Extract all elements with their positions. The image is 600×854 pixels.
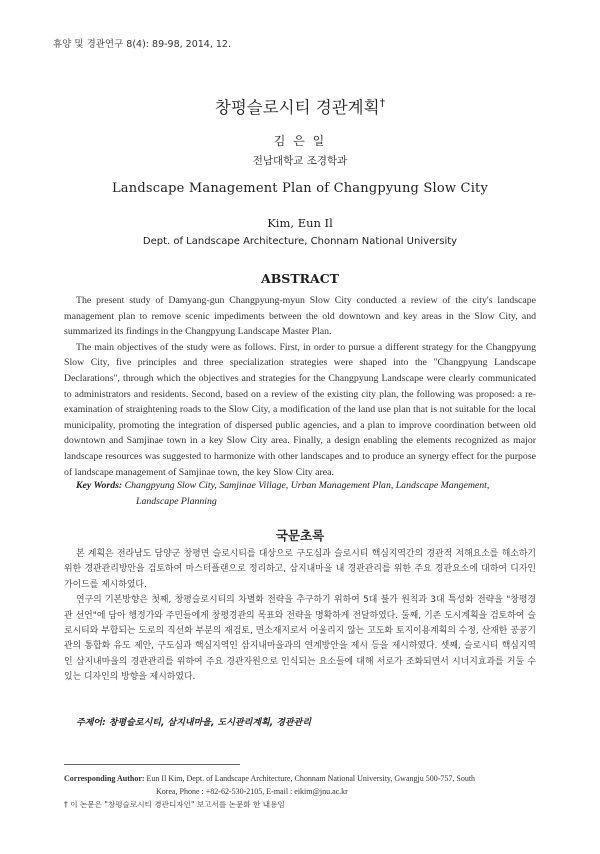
english-keywords bbox=[64, 478, 536, 509]
author-korean: 김 은 일 bbox=[273, 134, 327, 148]
corresponding-author-line-1: Eun Il Kim, Dept. of Landscape Architecture, Chonnam National University, Gwangju 500-757, South bbox=[146, 774, 476, 783]
keywords-label: Key Words: bbox=[76, 480, 123, 491]
corresponding-author-line-2: Korea, Phone : +82-62-530-2105, E-mail : eikim@jnu.ac.kr bbox=[156, 787, 348, 796]
korean-abstract-paragraph: 연구의 기본방향은 첫째, 창평슬로시티의 차별화 전략을 추구하기 위하여 5대 불가 원칙과 3대 특성화 전략을 "창평경관 선언"에 담아 행정가와 주민들에게 창평경관의 목표와 전략을 명확하게 전달하였다. 둘째, 기존 도시계획을 검토하여 슬로시티와 부합되는 도로의 직선화 부분의 재검토, 면소재지로서 어울리지 않는 고도화 토지이용계획의 수정, 산재한 공공기관의 통합화 유도 제안, 구도심과 핵심지역인 삼지내마을과의 연계방안을 제시 등을 제시하였다. 셋째, 슬로시티 핵심지역인 삼지내마을의 경관관리를 위하여 주요 경관자원으로 인식되는 요소들에 대해 서로가 조화되면서 시너지효과를 거둘 수 있는 디자인의 방향을 제시하였다. bbox=[64, 595, 536, 683]
funding-note: † 이 논문은 "창평슬로시티 경관디자인" 보고서를 논문화 한 내용임 bbox=[64, 800, 285, 809]
title-dagger-mark: † bbox=[379, 96, 386, 110]
abstract-paragraph: The main objectives of the study were as follows. First, in order to pursue a different strategy for the Changpyung Slow City, five principles and three specialization strategies were shaped into the "Changpyung Landscape Declarations", through which the objectives and strategies for the Changpyung Landscape were clearly communicated to administrators and residents. Second, based on a review of the existing city plan, the following was proposed: a re-examination of straightening roads to the Slow City, a modification of the land use plan that is not suitable for the local municipality, promoting the integration of dispersed public agencies, and a plan to improve coordination between old downtown and Samjinae town in a key Slow City area. Finally, a design enabling the elements recognized as major landscape resources was suggested to harmonize with other landscapes and to produce an synergy effect for the purpose of landscape management of Samjinae town, the key Slow City area. bbox=[64, 341, 536, 478]
korean-keywords: 주제어: 창평슬로시티, 삼지내마을, 도시관리계획, 경관관리 bbox=[76, 718, 312, 728]
footnote-divider bbox=[64, 764, 240, 765]
corresponding-author-label: Corresponding Author: bbox=[64, 774, 145, 783]
journal-citation: 휴양 및 경관연구 8(4): 89-98, 2014, 12. bbox=[53, 39, 231, 50]
korean-abstract-body bbox=[64, 547, 536, 686]
paper-title-korean bbox=[0, 94, 600, 118]
affiliation-english: Dept. of Landscape Architecture, Chonnam National University bbox=[142, 236, 458, 247]
affiliation-korean: 전남대학교 조경학과 bbox=[252, 155, 348, 167]
paper-title-english: Landscape Management Plan of Changpyung Slow City bbox=[111, 181, 489, 196]
abstract-heading: ABSTRACT bbox=[261, 271, 339, 286]
author-english: Kim, Eun Il bbox=[267, 216, 333, 230]
korean-abstract-heading: 국문초록 bbox=[275, 528, 325, 543]
footnote bbox=[64, 772, 536, 811]
abstract-paragraph: The present study of Damyang-gun Changpyung-myun Slow City conducted a review of the city's landscape management plan to remove scenic impediments between the old downtown and key areas in the Slow City, and summarized its findings in the Changpyung Landscape Master Plan. bbox=[64, 295, 536, 338]
abstract-body bbox=[64, 293, 536, 480]
title-korean-text: 창평슬로시티 경관계획 bbox=[214, 98, 380, 117]
keywords-line-1: Changpyung Slow City, Samjinae Village, Urban Management Plan, Landscape Mangement, bbox=[124, 480, 490, 491]
korean-abstract-paragraph: 본 계획은 전라남도 담양군 창평면 슬로시티를 대상으로 구도심과 슬로시티 핵심지역간의 경관적 저해요소를 해소하기 위한 경관관리방안을 검토하여 마스터플랜으로 정리하고, 삼지내마을 내 경관관리를 위한 주요 경관요소에 대하여 디자인 가이드를 제시하였다. bbox=[64, 549, 536, 590]
keywords-line-2: Landscape Planning bbox=[136, 495, 217, 507]
